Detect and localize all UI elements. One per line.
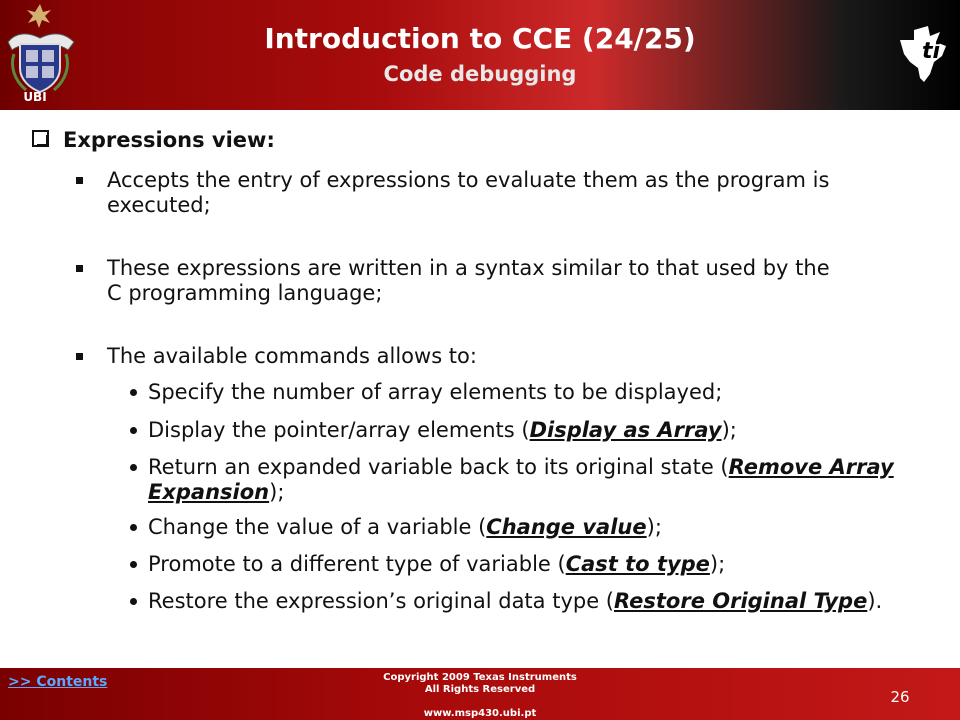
command-item (130, 515, 930, 540)
list-item-text: These expressions are written in a syntax similar to that used by the C programming language; (107, 256, 830, 305)
heading-text: Expressions view: (63, 128, 275, 152)
command-name: Restore Original Type (614, 589, 868, 613)
copyright-line: Copyright 2009 Texas Instruments (383, 672, 577, 683)
command-suffix: ); (709, 552, 726, 576)
list-item (76, 168, 846, 218)
command-name: Remove Array Expansion (148, 455, 894, 504)
command-item (130, 552, 930, 577)
command-item (130, 455, 930, 505)
ubi-label: UBI (23, 90, 47, 104)
command-item (130, 418, 930, 443)
website-text: www.msp430.ubi.pt (423, 708, 537, 719)
round-bullet-icon (130, 389, 137, 396)
round-bullet-icon (130, 598, 137, 605)
command-text: Change the value of a variable ( (148, 515, 487, 539)
command-suffix: ). (867, 589, 883, 613)
command-text: Restore the expression’s original data type ( (148, 589, 614, 613)
command-suffix: ); (721, 418, 737, 442)
command-item (130, 589, 930, 614)
slide-header (0, 0, 960, 110)
list-item-text: The available commands allows to: (107, 344, 477, 368)
square-bullet-icon (76, 265, 83, 272)
command-text: Display the pointer/array elements ( (148, 418, 530, 442)
round-bullet-icon (130, 464, 137, 471)
round-bullet-icon (130, 427, 137, 434)
command-suffix: ); (646, 515, 662, 539)
section-heading (32, 128, 275, 152)
command-item (130, 380, 930, 405)
slide-subtitle: Code debugging (383, 62, 577, 86)
square-bullet-icon (76, 353, 83, 360)
command-text: Return an expanded variable back to its original state ( (148, 455, 729, 479)
slide-footer (0, 668, 960, 720)
round-bullet-icon (130, 524, 137, 531)
contents-link[interactable]: >> Contents (8, 674, 108, 690)
command-name: Display as Array (529, 418, 722, 442)
list-item (76, 256, 846, 306)
slide-title: Introduction to CCE (24/25) (264, 22, 696, 55)
page-number: 26 (890, 688, 910, 706)
rights-line: All Rights Reserved (424, 684, 536, 695)
checkbox-bullet-icon (32, 130, 49, 147)
list-item-text: Accepts the entry of expressions to evaluate them as the program is executed; (107, 168, 830, 217)
square-bullet-icon (76, 177, 83, 184)
command-text: Promote to a different type of variable ( (148, 552, 566, 576)
list-item (76, 344, 846, 369)
svg-text:ti: ti (922, 39, 941, 64)
texas-instruments-logo-icon (896, 12, 956, 92)
command-name: Change value (486, 515, 647, 539)
command-suffix: ); (269, 480, 285, 504)
round-bullet-icon (130, 561, 137, 568)
command-name: Cast to type (565, 552, 710, 576)
command-text: Specify the number of array elements to be displayed; (148, 380, 723, 404)
